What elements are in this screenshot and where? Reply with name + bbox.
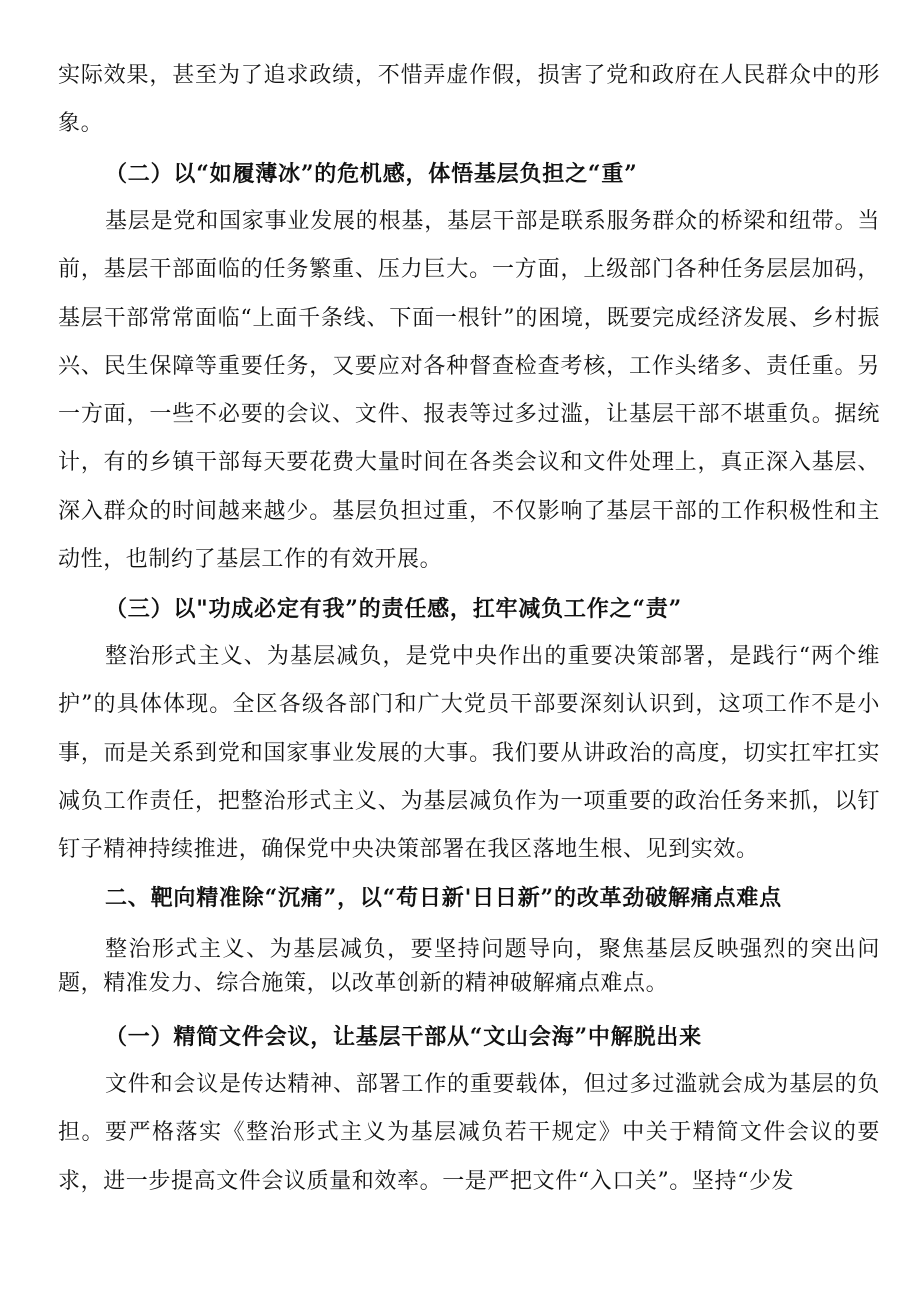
subsection-heading-1: （一）精简文件会议，让基层干部从“文山会海”中解脱出来 [105,1024,702,1050]
section-heading-2: （二）以“如履薄冰”的危机感，体悟基层负担之“重” [105,161,638,187]
section-heading-3: （三）以"功成必定有我”的责任感，扛牢减负工作之“责” [105,596,683,622]
body-paragraph: 文件和会议是传达精神、部署工作的重要载体，但过多过滥就会成为基层的负担。要严格落实《整治形式主义为基层减负若干规定》中关于精简文件会议的要求，进一步提高文件会议质量和效率。一是严把文件“入口关”。坚持“少发 [58,1072,880,1194]
body-paragraph: 整治形式主义、为基层减负，要坚持问题导向，聚焦基层反映强烈的突出问题，精准发力、综合施策，以改革创新的精神破解痛点难点。 [58,937,880,996]
body-paragraph: 基层是党和国家事业发展的根基，基层干部是联系服务群众的桥梁和纽带。当前，基层干部面临的任务繁重、压力巨大。一方面，上级部门各种任务层层加码，基层干部常常面临“上面千条线、下面一根针”的困境，既要完成经济发展、乡村振兴、民生保障等重要任务，又要应对各种督查检查考核，工作头绪多、责任重。另一方面，一些不必要的会议、文件、报表等过多过滥，让基层干部不堪重负。据统计，有的乡镇干部每天要花费大量时间在各类会议和文件处理上，真正深入基层、深入群众的时间越来越少。基层负担过重，不仅影响了基层干部的工作积极性和主动性，也制约了基层工作的有效开展。 [58,209,880,573]
body-paragraph: 整治形式主义、为基层减负，是党中央作出的重要决策部署，是践行“两个维护”的具体体现。全区各级各部门和广大党员干部要深刻认识到，这项工作不是小事，而是关系到党和国家事业发展的大事。我们要从讲政治的高度，切实扛牢扛实减负工作责任，把整治形式主义、为基层减负作为一项重要的政治任务来抓，以钉钉子精神持续推进，确保党中央决策部署在我区落地生根、见到实效。 [58,644,880,863]
chapter-heading: 二、靶向精准除“沉痛”，以“苟日新'日日新”的改革劲破解痛点难点 [105,885,782,911]
body-paragraph-continuation: 实际效果，甚至为了追求政绩，不惜弄虚作假，损害了党和政府在人民群众中的形象。 [58,63,880,137]
